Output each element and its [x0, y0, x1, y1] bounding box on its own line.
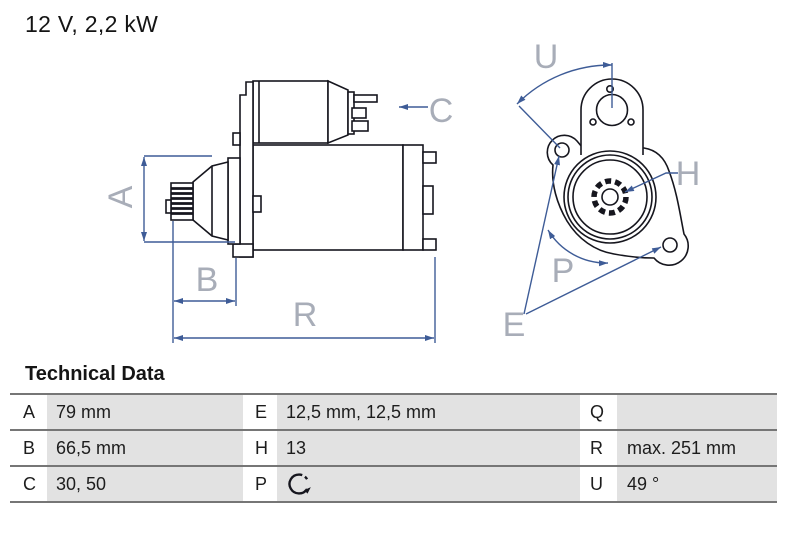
motor-body	[253, 145, 436, 250]
spec-key-cell: Q	[580, 395, 617, 429]
drive-end-housing	[193, 158, 240, 244]
pointer-c	[399, 92, 453, 130]
mounting-flange	[547, 79, 688, 265]
dimension-label-h: H	[675, 155, 701, 193]
spec-value-cell: 30, 50	[47, 467, 243, 501]
spec-key-cell: A	[10, 395, 47, 429]
spec-value-cell: 13	[277, 431, 580, 465]
spec-value-cell	[617, 395, 777, 429]
side-view-drawing	[102, 81, 453, 343]
spec-key-cell: P	[243, 467, 277, 501]
technical-data-table	[10, 393, 777, 503]
dimension-label-a: A	[102, 185, 140, 209]
dimension-label-r: R	[292, 296, 318, 334]
section-heading: Technical Data	[25, 363, 165, 385]
spec-value-cell: 79 mm	[47, 395, 243, 429]
dimension-label-u: U	[533, 38, 559, 76]
pinion-gear	[166, 183, 193, 220]
spec-key-cell: E	[243, 395, 277, 429]
table-row	[10, 393, 777, 429]
spec-key-cell: B	[10, 431, 47, 465]
dimension-label-c: C	[428, 92, 454, 130]
spec-key-cell: U	[580, 467, 617, 501]
table-row	[10, 465, 777, 501]
mounting-hole-lower-right	[663, 238, 677, 252]
front-view-drawing	[503, 38, 701, 344]
table-row	[10, 429, 777, 465]
dimension-label-e: E	[502, 306, 526, 344]
product-title: 12 V, 2,2 kW	[25, 11, 159, 37]
solenoid	[253, 81, 377, 143]
rotation-clockwise-icon	[286, 471, 312, 497]
spec-value-cell: 66,5 mm	[47, 431, 243, 465]
spec-value-cell: 12,5 mm, 12,5 mm	[277, 395, 580, 429]
spec-key-cell: H	[243, 431, 277, 465]
dimension-label-p: P	[551, 252, 575, 290]
spec-value-cell: max. 251 mm	[617, 431, 777, 465]
spec-key-cell: R	[580, 431, 617, 465]
spec-value-cell: 49 °	[617, 467, 777, 501]
spec-value-cell	[277, 467, 580, 501]
dimension-label-b: B	[195, 261, 219, 299]
spec-key-cell: C	[10, 467, 47, 501]
